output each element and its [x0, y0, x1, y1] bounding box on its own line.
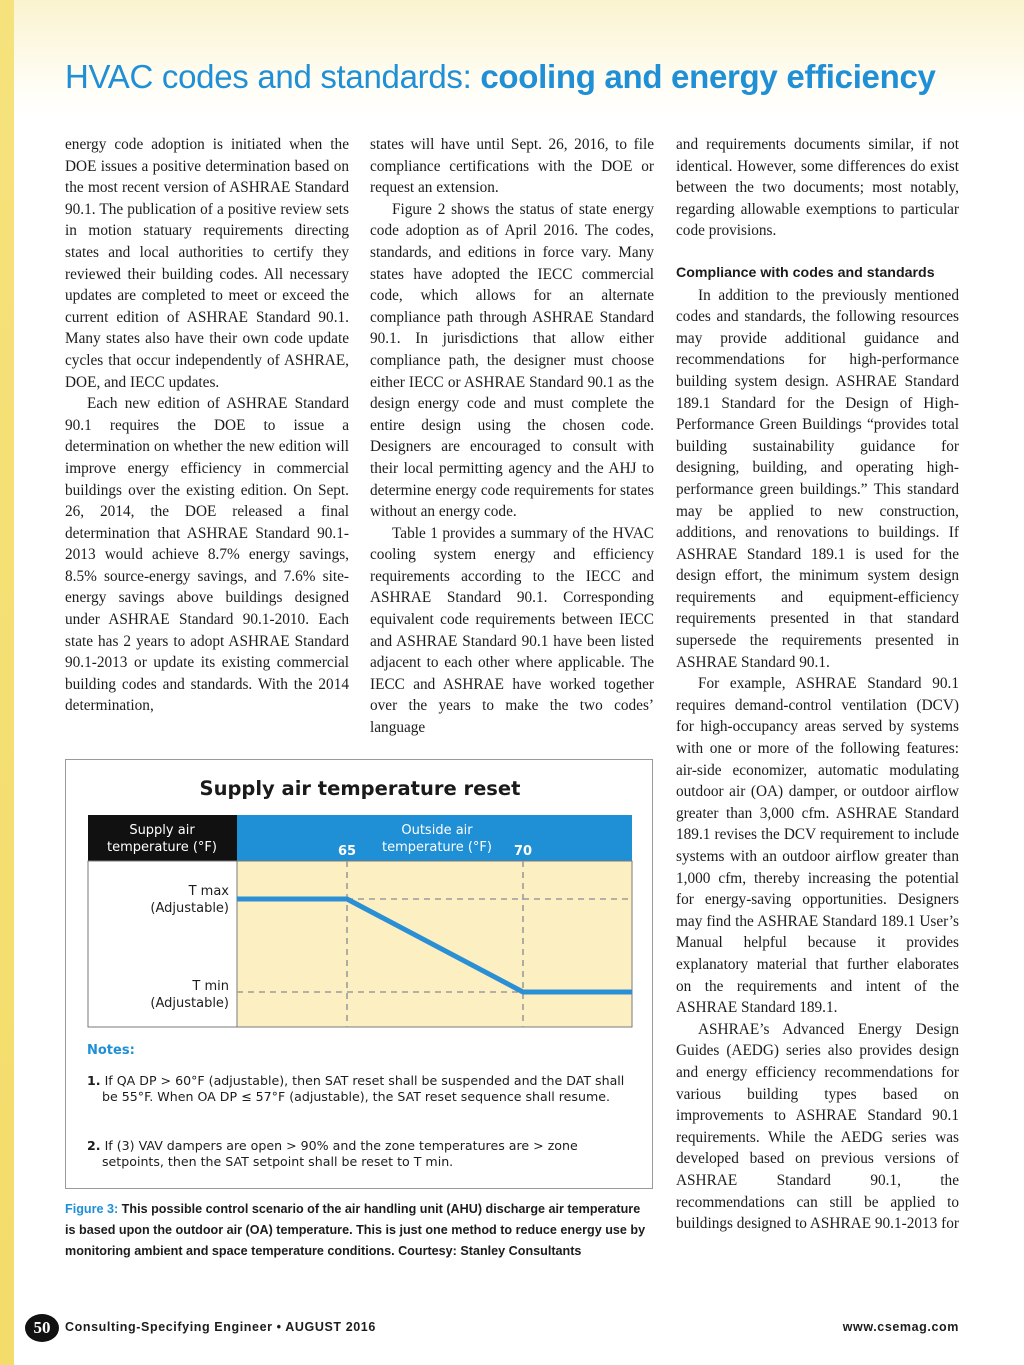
- x-axis-label-line2: temperature (°F): [382, 840, 492, 855]
- x-tick-label-70: 70: [513, 844, 533, 859]
- reset-chart: [66, 760, 654, 1190]
- x-tick-label-65: 65: [337, 844, 357, 859]
- article-column-3: [676, 134, 959, 1235]
- article-column-2: [370, 134, 654, 739]
- paragraph: energy code adoption is initiated when the DOE issues a positive determination based on the most recent version of ASHRAE Standard 90.1. The publication of a positive review sets in motion statuary requirements directing states and local authorities to certify they reviewed their building codes. All necessary updates are completed to meet or exceed the current edition of ASHRAE Standard 90.1. Many states also have their own code update cycles that occur independently of ASHRAE, DOE, and IECC updates.: [65, 136, 349, 391]
- chart-title: Supply air temperature reset: [199, 777, 521, 800]
- note-2-number: 2.: [87, 1138, 101, 1153]
- paragraph: For example, ASHRAE Standard 90.1 requires demand-control ventilation (DCV) for high-occupancy areas served by systems with one or more of the following features: air-side economizer, automatic modulating outdoor air (OA) damper, or outdoor airflow greater than 3,000 cfm. ASHRAE Standard 189.1 revises the DCV requirement to include systems with an outdoor airflow greater than 1,000 cfm, thereby increasing the potential for energy-saving opportunities. Designers may find the ASHRAE Standard 189.1 User’s Manual helpful because it provides explanatory material that further elaborates on the requirements and intent of the ASHRAE Standard 189.1.: [676, 675, 959, 1017]
- note-1-number: 1.: [87, 1073, 101, 1088]
- footer-publication: Consulting-Specifying Engineer • AUGUST 2016: [65, 1320, 376, 1334]
- x-axis-label-line1: Outside air: [401, 823, 473, 838]
- note-1-text: If QA DP > 60°F (adjustable), then SAT reset shall be suspended and the DAT shall be 55°F. When OA DP ≤ 57°F (adjustable), the SAT reset sequence shall resume.: [102, 1073, 625, 1104]
- page-title: [65, 58, 936, 96]
- paragraph: Figure 2 shows the status of state energy code adoption as of April 2016. The codes, standards, and editions in force vary. Many states have adopted the IECC commercial code, which allows for an alternate compliance path through ASHRAE Standard 90.1. In jurisdictions that allow either compliance path, the designer must choose either IECC or ASHRAE Standard 90.1 as the design energy code and must complete the entire design using the chosen code. Designers are encouraged to consult with their local permitting agency and the AHJ to determine energy code requirements for states without an energy code.: [370, 200, 654, 521]
- article-column-1: [65, 134, 349, 717]
- paragraph: states will have until Sept. 26, 2016, to file compliance certifications with the DOE or request an extension.: [370, 136, 654, 197]
- paragraph: and requirements documents similar, if not identical. However, some differences do exist between the two documents; most notably, regarding allowable exemptions to particular code provisions.: [676, 136, 959, 240]
- y-axis-label-line1: Supply air: [129, 823, 195, 838]
- note-1: [87, 1073, 642, 1105]
- section-heading: Compliance with codes and standards: [676, 264, 935, 281]
- paragraph: ASHRAE’s Advanced Energy Design Guides (AEDG) series also provides design and energy efficiency recommendations for various building types based on improvements to ASHRAE Standard 90.1 requirements. While the AEDG series was developed based on previous versions of ASHRAE Standard 90.1, the recommendations can still be applied to buildings designed to ASHRAE 90.1-2013 for: [676, 1020, 959, 1233]
- note-2: [87, 1138, 642, 1170]
- tmin-label-line2: (Adjustable): [150, 996, 229, 1011]
- page-number-badge: 50: [25, 1314, 59, 1342]
- tmin-label-line1: T min: [192, 979, 229, 994]
- page-title-plain: HVAC codes and standards:: [65, 58, 481, 95]
- caption-text: This possible control scenario of the air handling unit (AHU) discharge air temperature is based upon the outdoor air (OA) temperature. This is just one method to reduce energy use by monitoring ambient and space temperature conditions. Courtesy: Stanley Consultants: [65, 1202, 646, 1258]
- left-accent-bar: [0, 0, 14, 1365]
- page-title-bold: cooling and energy efficiency: [480, 58, 936, 95]
- tmax-label-line1: T max: [188, 884, 229, 899]
- y-axis-label-line2: temperature (°F): [107, 840, 217, 855]
- paragraph: In addition to the previously mentioned codes and standards, the following resources may provide additional guidance and recommendations for high-performance building system design. ASHRAE Standard 189.1 Standard for the Design of High-Performance Green Buildings “provides total building sustainability guidance for designing, building, and operating high-performance green buildings.” This standard may be applied to new construction, additions, and renovations to buildings. If ASHRAE Standard 189.1 is used for the design effort, the minimum system design requirements and equipment-efficiency requirements presented in that standard supersede the requirements presented in ASHRAE Standard 90.1.: [676, 286, 959, 671]
- figure-supply-air-reset: [65, 759, 653, 1189]
- note-2-text: If (3) VAV dampers are open > 90% and the zone temperatures are > zone setpoints, then the SAT setpoint shall be reset to T min.: [102, 1138, 578, 1169]
- notes-heading: Notes:: [87, 1043, 135, 1058]
- tmax-label-line2: (Adjustable): [150, 901, 229, 916]
- paragraph: Table 1 provides a summary of the HVAC cooling system energy and efficiency requirements according to the IECC and ASHRAE Standard 90.1. Corresponding equivalent code requirements between IECC and ASHRAE Standard 90.1 have been listed adjacent to each other where applicable. The IECC and ASHRAE have worked together over the years to make the two codes’ language: [370, 524, 654, 737]
- paragraph: Each new edition of ASHRAE Standard 90.1 requires the DOE to issue a determination on whether the new edition will improve energy efficiency in commercial buildings over the existing edition. On Sept. 26, 2014, the DOE released a final determination that ASHRAE Standard 90.1-2013 would achieve 8.7% energy savings, 8.5% source-energy savings, and 7.6% site-energy savings above buildings designed under ASHRAE Standard 90.1-2010. Each state has 2 years to adopt ASHRAE Standard 90.1-2013 or update its existing commercial building codes and standards. With the 2014 determination,: [65, 395, 349, 715]
- caption-label: Figure 3:: [65, 1202, 119, 1216]
- footer-website: www.csemag.com: [842, 1320, 959, 1334]
- figure-caption: [65, 1199, 653, 1262]
